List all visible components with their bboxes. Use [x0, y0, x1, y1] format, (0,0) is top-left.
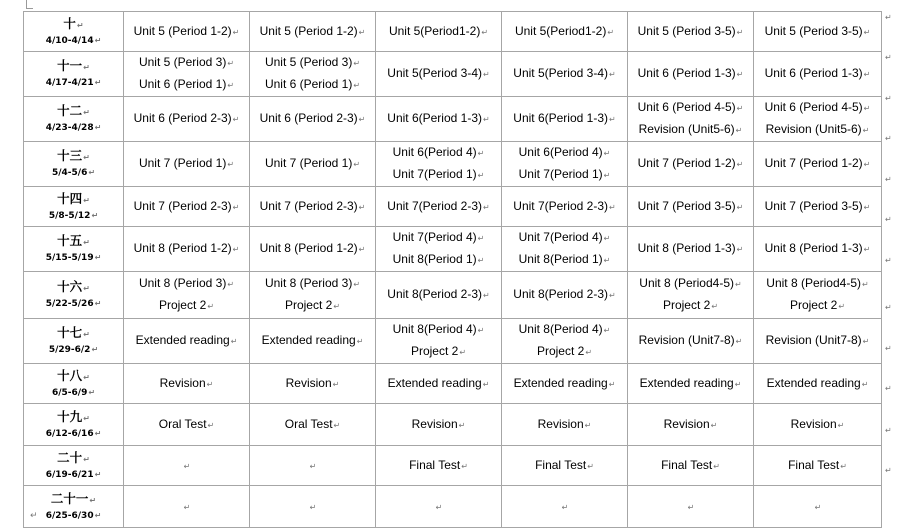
- cell-text: Unit 6(Period 1-3) ↵: [504, 108, 625, 130]
- week-number: 十七 ↵: [26, 325, 121, 343]
- cell-text: Final Test ↵: [756, 455, 879, 477]
- week-cell: [24, 187, 124, 227]
- cell-text: Unit 7(Period 4) ↵: [504, 227, 625, 249]
- week-date: 6/19-6/21 ↵: [26, 468, 121, 482]
- cell-text: Revision ↵: [756, 414, 879, 436]
- schedule-cell: [250, 12, 376, 52]
- cell-text: Unit 8(Period 1) ↵: [378, 249, 499, 271]
- cell-text: Project 2 ↵: [378, 341, 499, 363]
- cell-text: Extended reading ↵: [378, 373, 499, 395]
- table-row: [24, 364, 882, 404]
- schedule-cell: [124, 187, 250, 227]
- cell-text: [378, 496, 499, 518]
- cell-text: Extended reading ↵: [630, 373, 751, 395]
- schedule-cell: [754, 97, 882, 142]
- row-end-mark: ↵: [885, 384, 892, 393]
- week-date: 5/4-5/6 ↵: [26, 166, 121, 180]
- schedule-cell: [754, 446, 882, 486]
- cell-text: Revision ↵: [504, 414, 625, 436]
- cell-text: [252, 455, 373, 477]
- paragraph-mark: ↵: [30, 510, 38, 520]
- cell-text: Unit 6 (Period 1-3) ↵: [756, 63, 879, 85]
- week-number: 十五 ↵: [26, 233, 121, 251]
- cell-text: Unit 5 (Period 1-2) ↵: [126, 21, 247, 43]
- schedule-table: [23, 11, 882, 528]
- table-row: [24, 486, 882, 528]
- week-number: 十三 ↵: [26, 148, 121, 166]
- schedule-cell: [754, 319, 882, 364]
- cell-text: Unit 8 (Period 1-2) ↵: [126, 238, 247, 260]
- cell-text: Final Test ↵: [630, 455, 751, 477]
- table-corner-mark: [26, 0, 33, 9]
- row-end-mark: ↵: [885, 215, 892, 224]
- cell-text: Extended reading ↵: [126, 330, 247, 352]
- cell-text: Unit 5(Period1-2) ↵: [504, 21, 625, 43]
- schedule-cell: [376, 52, 502, 97]
- cell-text: Revision ↵: [126, 373, 247, 395]
- schedule-cell: [124, 52, 250, 97]
- week-date: 4/17-4/21 ↵: [26, 76, 121, 90]
- cell-text: [252, 496, 373, 518]
- table-row: [24, 272, 882, 319]
- week-date: 5/29-6/2 ↵: [26, 343, 121, 357]
- cell-text: Project 2 ↵: [504, 341, 625, 363]
- cell-text: Project 2 ↵: [252, 295, 373, 317]
- cell-text: Unit 5 (Period 3) ↵: [126, 52, 247, 74]
- week-number: 十九 ↵: [26, 409, 121, 427]
- schedule-cell: [628, 142, 754, 187]
- week-number: 十二 ↵: [26, 103, 121, 121]
- week-date: 6/25-6/30 ↵: [26, 509, 121, 523]
- row-end-mark: ↵: [885, 303, 892, 312]
- schedule-cell: [502, 187, 628, 227]
- week-date: 5/22-5/26 ↵: [26, 297, 121, 311]
- cell-text: Unit 7(Period 2-3) ↵: [504, 196, 625, 218]
- week-cell: [24, 12, 124, 52]
- schedule-cell: [376, 446, 502, 486]
- cell-text: Project 2 ↵: [756, 295, 879, 317]
- cell-text: Unit 6 (Period 1-3) ↵: [630, 63, 751, 85]
- schedule-cell: [502, 227, 628, 272]
- week-date: 6/5-6/9 ↵: [26, 386, 121, 400]
- cell-text: Unit 5(Period1-2) ↵: [378, 21, 499, 43]
- week-date: 5/15-5/19 ↵: [26, 251, 121, 265]
- schedule-cell: [628, 486, 754, 528]
- cell-text: Unit 8(Period 4) ↵: [378, 319, 499, 341]
- cell-text: Revision (Unit5-6) ↵: [630, 119, 751, 141]
- row-end-mark: ↵: [885, 256, 892, 265]
- cell-text: Unit 8 (Period 1-3) ↵: [756, 238, 879, 260]
- schedule-cell: [250, 446, 376, 486]
- schedule-cell: [754, 364, 882, 404]
- row-end-mark: ↵: [885, 426, 892, 435]
- row-end-mark: ↵: [885, 94, 892, 103]
- week-cell: [24, 319, 124, 364]
- week-cell: [24, 97, 124, 142]
- schedule-cell: [124, 319, 250, 364]
- schedule-body: [24, 12, 882, 528]
- cell-text: Unit 8 (Period 3) ↵: [126, 273, 247, 295]
- schedule-cell: [628, 364, 754, 404]
- schedule-cell: [502, 486, 628, 528]
- schedule-cell: [754, 227, 882, 272]
- cell-text: Unit 7(Period 1) ↵: [504, 164, 625, 186]
- week-number: 十 ↵: [26, 16, 121, 34]
- schedule-cell: [628, 404, 754, 446]
- cell-text: Project 2 ↵: [126, 295, 247, 317]
- cell-text: Unit 7 (Period 1) ↵: [252, 153, 373, 175]
- schedule-cell: [376, 142, 502, 187]
- week-date: 4/23-4/28 ↵: [26, 121, 121, 135]
- cell-text: Final Test ↵: [504, 455, 625, 477]
- cell-text: Unit 8 (Period4-5) ↵: [756, 273, 879, 295]
- week-date: 6/12-6/16 ↵: [26, 427, 121, 441]
- schedule-cell: [376, 97, 502, 142]
- cell-text: Unit 7 (Period 1-2) ↵: [630, 153, 751, 175]
- cell-text: Unit 8 (Period4-5) ↵: [630, 273, 751, 295]
- cell-text: Unit 8 (Period 3) ↵: [252, 273, 373, 295]
- cell-text: Revision (Unit7-8) ↵: [756, 330, 879, 352]
- cell-text: [756, 496, 879, 518]
- cell-text: Unit 7(Period 4) ↵: [378, 227, 499, 249]
- week-cell: [24, 486, 124, 528]
- cell-text: Oral Test ↵: [126, 414, 247, 436]
- schedule-cell: [754, 486, 882, 528]
- week-date: 4/10-4/14 ↵: [26, 34, 121, 48]
- cell-text: Unit 5 (Period 3-5) ↵: [756, 21, 879, 43]
- schedule-cell: [376, 486, 502, 528]
- schedule-cell: [628, 446, 754, 486]
- week-cell: [24, 227, 124, 272]
- cell-text: [630, 496, 751, 518]
- schedule-cell: [628, 187, 754, 227]
- cell-text: Unit 6(Period 4) ↵: [378, 142, 499, 164]
- schedule-cell: [754, 272, 882, 319]
- schedule-cell: [376, 319, 502, 364]
- cell-text: Revision (Unit5-6) ↵: [756, 119, 879, 141]
- schedule-cell: [502, 12, 628, 52]
- cell-text: Unit 8(Period 2-3) ↵: [504, 284, 625, 306]
- schedule-cell: [250, 97, 376, 142]
- cell-text: Unit 7(Period 1) ↵: [378, 164, 499, 186]
- cell-text: Revision (Unit7-8) ↵: [630, 330, 751, 352]
- row-end-mark: ↵: [885, 466, 892, 475]
- schedule-cell: [124, 404, 250, 446]
- table-row: [24, 404, 882, 446]
- schedule-cell: [250, 364, 376, 404]
- cell-text: Unit 5 (Period 3-5) ↵: [630, 21, 751, 43]
- schedule-cell: [502, 272, 628, 319]
- schedule-cell: [124, 227, 250, 272]
- table-row: [24, 319, 882, 364]
- schedule-cell: [124, 142, 250, 187]
- schedule-cell: [250, 227, 376, 272]
- week-cell: [24, 52, 124, 97]
- cell-text: Unit 7 (Period 2-3) ↵: [126, 196, 247, 218]
- schedule-cell: [250, 319, 376, 364]
- schedule-cell: [502, 364, 628, 404]
- table-row: [24, 12, 882, 52]
- cell-text: Extended reading ↵: [504, 373, 625, 395]
- schedule-cell: [754, 404, 882, 446]
- schedule-cell: [502, 52, 628, 97]
- cell-text: Project 2 ↵: [630, 295, 751, 317]
- schedule-cell: [124, 97, 250, 142]
- schedule-cell: [376, 187, 502, 227]
- schedule-cell: [124, 446, 250, 486]
- schedule-cell: [250, 486, 376, 528]
- schedule-cell: [376, 272, 502, 319]
- schedule-cell: [502, 97, 628, 142]
- cell-text: Revision ↵: [252, 373, 373, 395]
- week-cell: [24, 142, 124, 187]
- week-cell: [24, 272, 124, 319]
- schedule-cell: [754, 52, 882, 97]
- row-end-mark: ↵: [885, 344, 892, 353]
- week-cell: [24, 446, 124, 486]
- cell-text: Unit 7 (Period 1-2) ↵: [756, 153, 879, 175]
- cell-text: Unit 8(Period 1) ↵: [504, 249, 625, 271]
- schedule-cell: [124, 486, 250, 528]
- cell-text: Extended reading ↵: [252, 330, 373, 352]
- schedule-cell: [250, 142, 376, 187]
- table-row: [24, 142, 882, 187]
- schedule-cell: [628, 227, 754, 272]
- schedule-cell: [502, 446, 628, 486]
- cell-text: Unit 6 (Period 2-3) ↵: [252, 108, 373, 130]
- week-number: 二十一 ↵: [26, 491, 121, 509]
- schedule-cell: [250, 52, 376, 97]
- schedule-cell: [628, 319, 754, 364]
- cell-text: Unit 5(Period 3-4) ↵: [378, 63, 499, 85]
- schedule-cell: [502, 404, 628, 446]
- cell-text: [504, 496, 625, 518]
- week-number: 十六 ↵: [26, 279, 121, 297]
- schedule-cell: [376, 12, 502, 52]
- schedule-cell: [124, 272, 250, 319]
- schedule-cell: [754, 12, 882, 52]
- cell-text: Unit 7 (Period 3-5) ↵: [756, 196, 879, 218]
- cell-text: Unit 5 (Period 1-2) ↵: [252, 21, 373, 43]
- cell-text: Revision ↵: [630, 414, 751, 436]
- cell-text: Unit 8 (Period 1-3) ↵: [630, 238, 751, 260]
- row-end-mark: ↵: [885, 53, 892, 62]
- table-row: [24, 187, 882, 227]
- week-cell: [24, 404, 124, 446]
- cell-text: Unit 8(Period 2-3) ↵: [378, 284, 499, 306]
- schedule-cell: [754, 187, 882, 227]
- schedule-cell: [376, 227, 502, 272]
- cell-text: Unit 7 (Period 1) ↵: [126, 153, 247, 175]
- schedule-cell: [376, 364, 502, 404]
- cell-text: Unit 6(Period 4) ↵: [504, 142, 625, 164]
- cell-text: Unit 7 (Period 3-5) ↵: [630, 196, 751, 218]
- schedule-cell: [124, 364, 250, 404]
- cell-text: Unit 6 (Period 4-5) ↵: [756, 97, 879, 119]
- week-number: 二十 ↵: [26, 450, 121, 468]
- cell-text: Revision ↵: [378, 414, 499, 436]
- week-date: 5/8-5/12 ↵: [26, 209, 121, 223]
- cell-text: Final Test ↵: [378, 455, 499, 477]
- week-cell: [24, 364, 124, 404]
- schedule-cell: [628, 12, 754, 52]
- schedule-cell: [628, 52, 754, 97]
- schedule-cell: [628, 272, 754, 319]
- cell-text: [126, 496, 247, 518]
- schedule-cell: [376, 404, 502, 446]
- cell-text: Unit 6 (Period 1) ↵: [126, 74, 247, 96]
- schedule-cell: [628, 97, 754, 142]
- cell-text: Unit 6 (Period 1) ↵: [252, 74, 373, 96]
- cell-text: Unit 8(Period 4) ↵: [504, 319, 625, 341]
- table-row: [24, 52, 882, 97]
- schedule-cell: [124, 12, 250, 52]
- cell-text: [126, 455, 247, 477]
- row-end-mark: ↵: [885, 134, 892, 143]
- schedule-cell: [250, 272, 376, 319]
- cell-text: Unit 5(Period 3-4) ↵: [504, 63, 625, 85]
- schedule-cell: [502, 142, 628, 187]
- row-end-mark: ↵: [885, 13, 892, 22]
- cell-text: Unit 7(Period 2-3) ↵: [378, 196, 499, 218]
- cell-text: Unit 6 (Period 4-5) ↵: [630, 97, 751, 119]
- schedule-cell: [502, 319, 628, 364]
- week-number: 十一 ↵: [26, 58, 121, 76]
- table-row: [24, 97, 882, 142]
- week-number: 十八 ↵: [26, 368, 121, 386]
- cell-text: Unit 5 (Period 3) ↵: [252, 52, 373, 74]
- table-row: [24, 446, 882, 486]
- cell-text: Unit 7 (Period 2-3) ↵: [252, 196, 373, 218]
- week-number: 十四 ↵: [26, 191, 121, 209]
- schedule-cell: [250, 187, 376, 227]
- table-row: [24, 227, 882, 272]
- cell-text: Oral Test ↵: [252, 414, 373, 436]
- row-end-mark: ↵: [885, 175, 892, 184]
- schedule-cell: [754, 142, 882, 187]
- cell-text: Unit 6 (Period 2-3) ↵: [126, 108, 247, 130]
- cell-text: Extended reading ↵: [756, 373, 879, 395]
- schedule-cell: [250, 404, 376, 446]
- cell-text: Unit 6(Period 1-3) ↵: [378, 108, 499, 130]
- cell-text: Unit 8 (Period 1-2) ↵: [252, 238, 373, 260]
